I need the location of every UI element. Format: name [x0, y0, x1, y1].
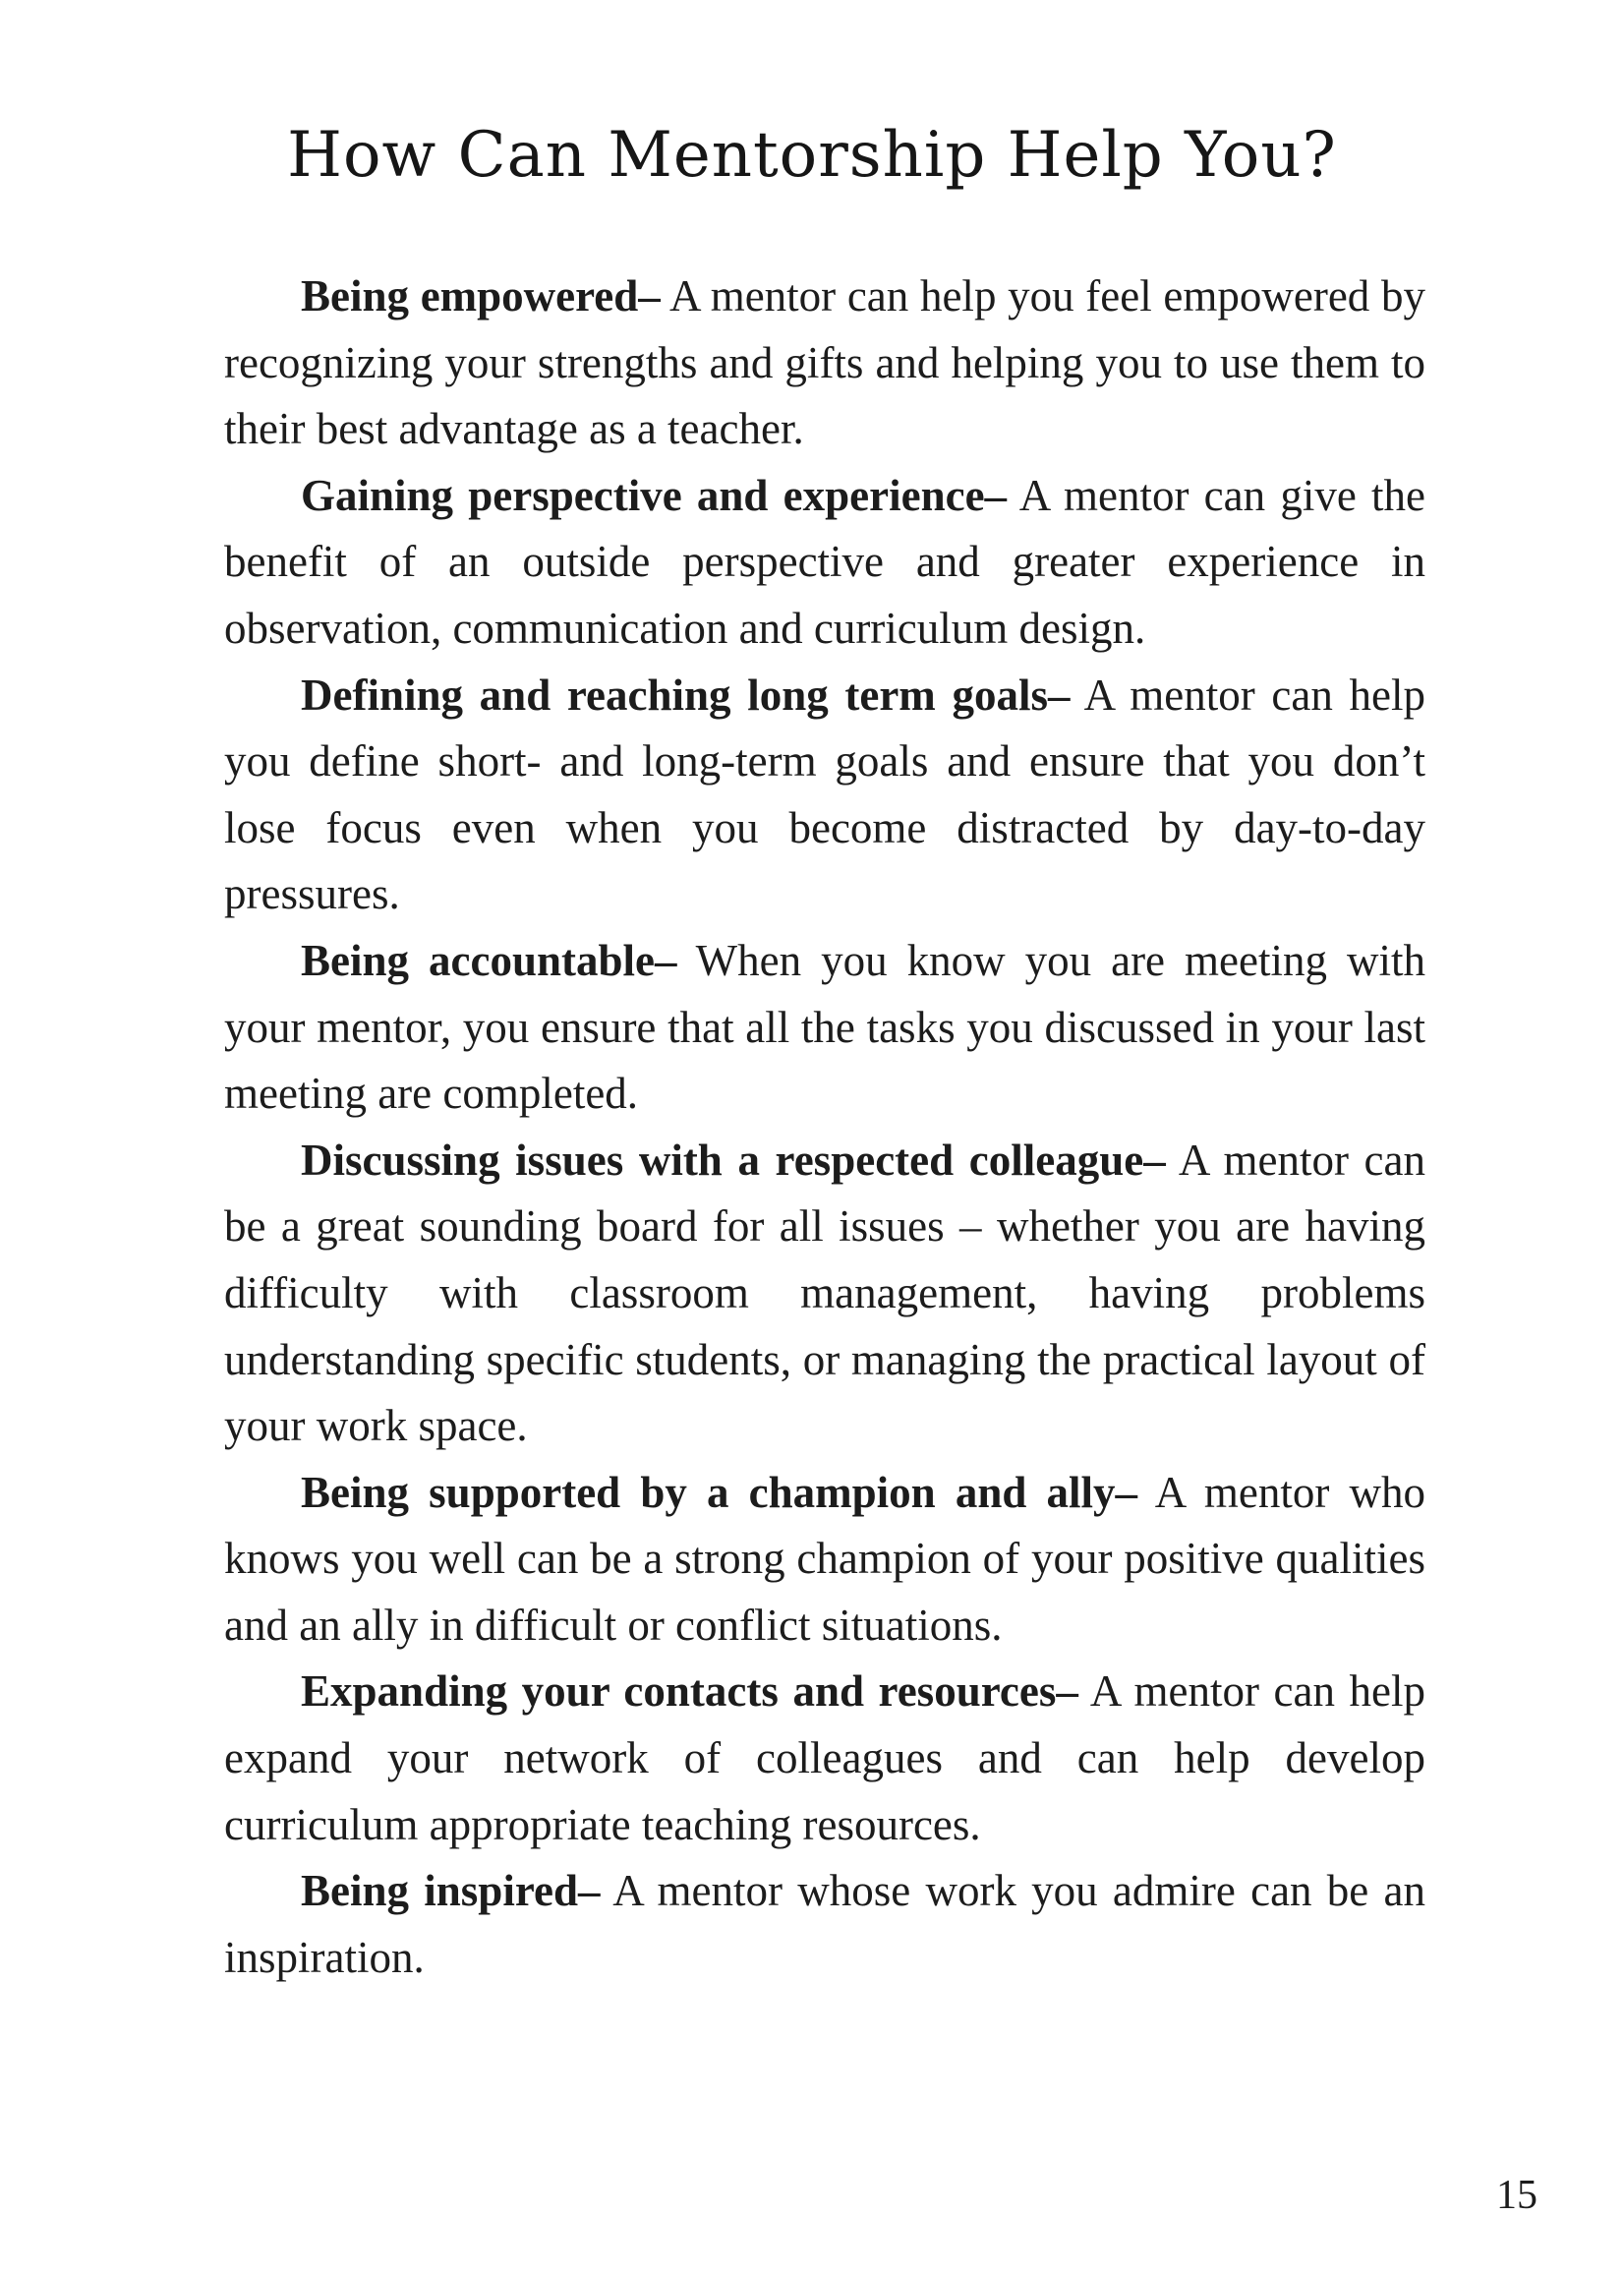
- paragraph-discussing-issues: [224, 1128, 1425, 1460]
- paragraph-text: A mentor can help expand your network of colleagues and can help develop curriculum appropriate teaching resources.: [224, 1666, 1425, 1849]
- paragraph-text: A mentor whose work you admire can be an inspiration.: [224, 1866, 1425, 1982]
- paragraph-term: Discussing issues with a respected colleague–: [301, 1135, 1166, 1185]
- paragraph-defining-goals: [224, 663, 1425, 928]
- paragraph-being-inspired: [224, 1858, 1425, 1991]
- paragraph-gaining-perspective: [224, 463, 1425, 663]
- paragraph-term: Being empowered–: [301, 271, 661, 321]
- paragraph-term: Expanding your contacts and resources–: [301, 1666, 1078, 1717]
- paragraph-text: When you know you are meeting with your mentor, you ensure that all the tasks you discussed in your last meeting are completed.: [224, 935, 1425, 1119]
- paragraph-term: Defining and reaching long term goals–: [301, 670, 1071, 720]
- paragraph-expanding-contacts: [224, 1659, 1425, 1858]
- paragraph-being-supported: [224, 1460, 1425, 1660]
- paragraph-being-accountable: [224, 928, 1425, 1128]
- paragraph-term: Being accountable–: [301, 935, 677, 985]
- paragraph-term: Being supported by a champion and ally–: [301, 1467, 1138, 1517]
- paragraph-text: A mentor can be a great sounding board for all issues – whether you are having difficulty with classroom management, having problems understanding specific students, or managing the practical layout of your work space.: [224, 1135, 1425, 1451]
- page-number: 15: [1496, 2173, 1537, 2218]
- paragraph-term: Gaining perspective and experience–: [301, 470, 1008, 520]
- paragraph-text: A mentor can give the benefit of an outside perspective and greater experience in observation, communication and curriculum design.: [224, 470, 1425, 653]
- paragraph-text: A mentor can help you feel empowered by recognizing your strengths and gifts and helping you to use them to their best advantage as a teacher.: [224, 271, 1425, 454]
- paragraph-text: A mentor who knows you well can be a strong champion of your positive qualities and an ally in difficult or conflict situations.: [224, 1467, 1425, 1650]
- paragraph-term: Being inspired–: [301, 1866, 601, 1916]
- paragraph-text: A mentor can help you define short- and long-term goals and ensure that you don’t lose focus even when you become distracted by day-to-day pressures.: [224, 670, 1425, 919]
- page-title: How Can Mentorship Help You?: [287, 119, 1337, 192]
- paragraph-being-empowered: [224, 263, 1425, 463]
- body-text: [224, 263, 1425, 1991]
